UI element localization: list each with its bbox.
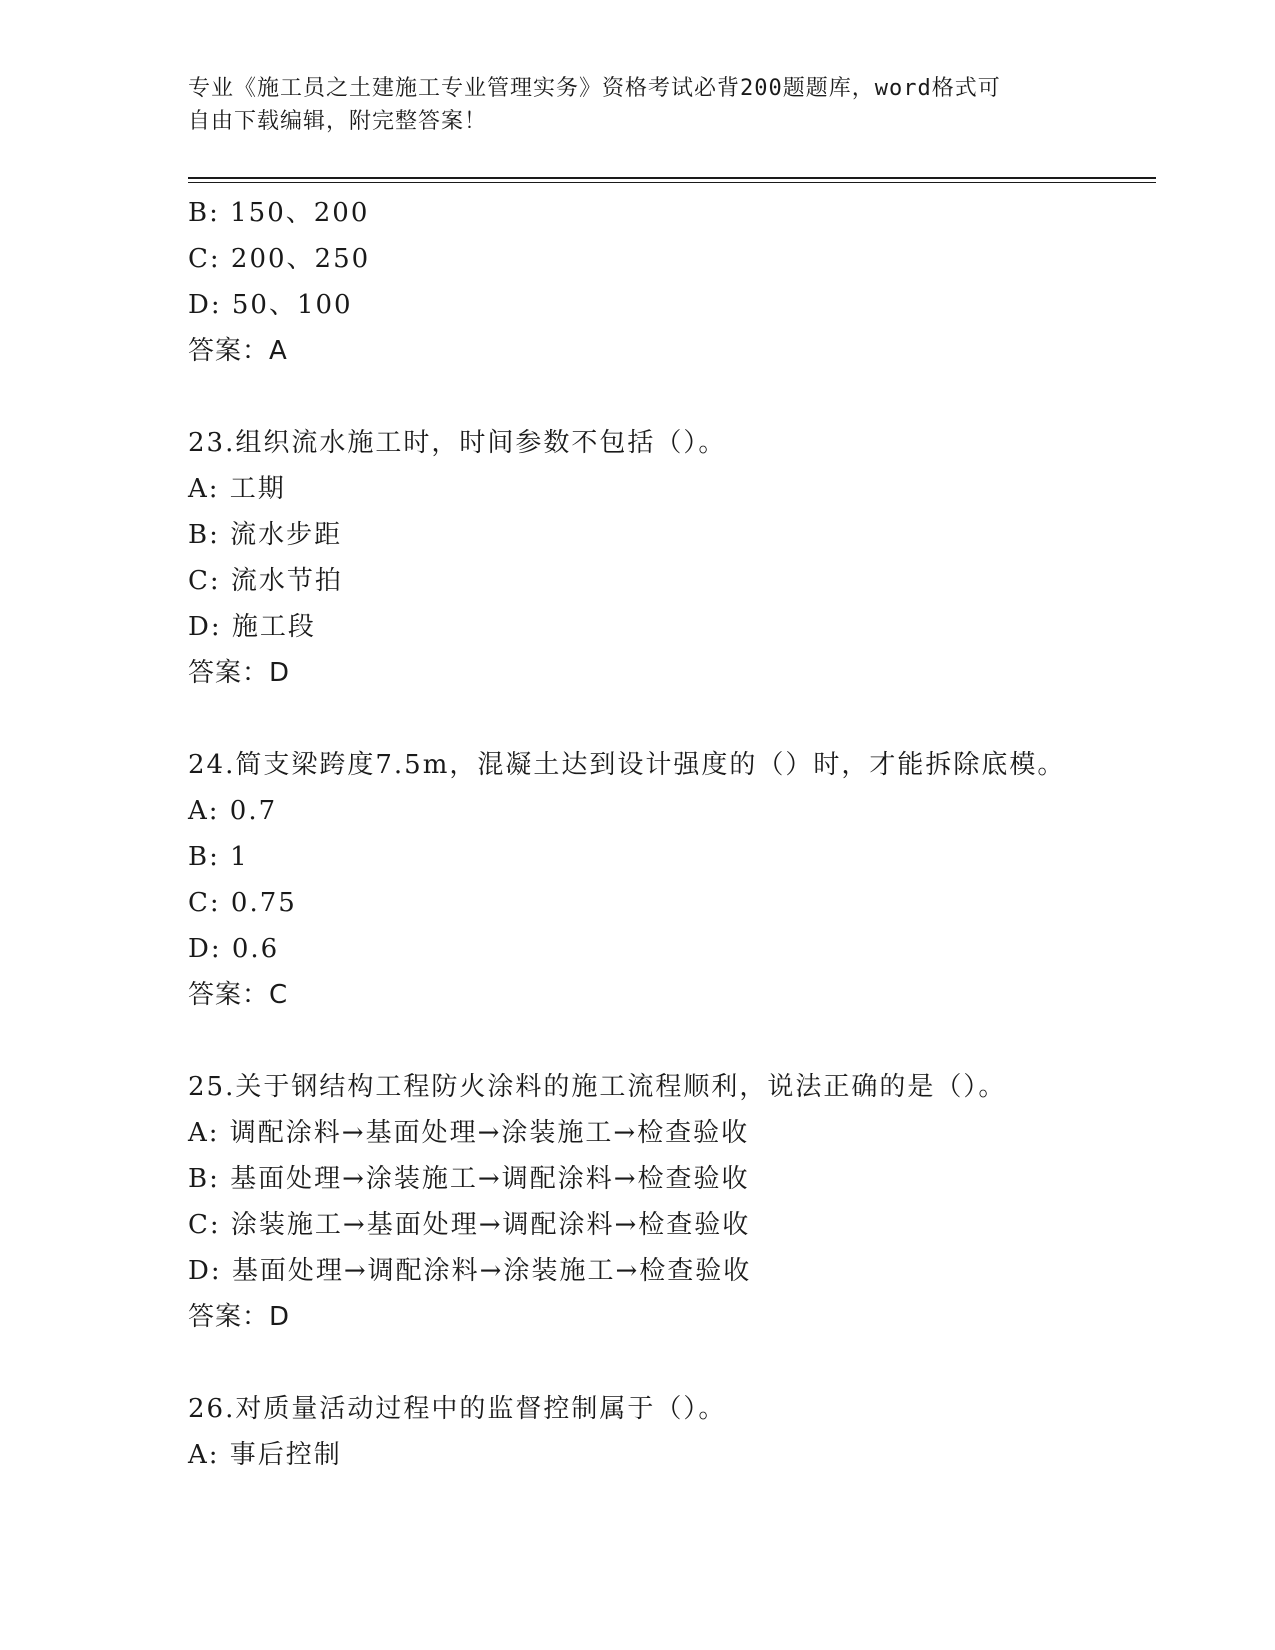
option-a: A: 工期 [188,474,286,504]
header-divider-thick [188,177,1156,179]
option-b: B: 基面处理→涂装施工→调配涂料→检查验收 [188,1164,750,1194]
header-divider-thin [188,182,1156,183]
option-d: D: 0.6 [188,934,280,964]
spacer [188,374,1156,420]
option-d: D: 基面处理→调配涂料→涂装施工→检查验收 [188,1256,752,1286]
option-c: C: 涂装施工→基面处理→调配涂料→检查验收 [188,1210,751,1240]
option-a: A: 调配涂料→基面处理→涂装施工→检查验收 [188,1118,750,1148]
option-a: A: 0.7 [188,796,278,826]
question-block-23 [188,420,1156,696]
spacer [188,696,1156,742]
document-header [188,72,1068,138]
option-c: C: 流水节拍 [188,566,343,596]
header-title-line-1: 专业《施工员之土建施工专业管理实务》资格考试必背200题题库，word格式可 [188,76,1001,101]
question-stem: 26.对质量活动过程中的监督控制属于（）。 [188,1394,727,1424]
question-block-26 [188,1386,1156,1478]
question-stem: 25.关于钢结构工程防火涂料的施工流程顺利，说法正确的是（）。 [188,1072,1007,1102]
answer-line: 答案：C [188,980,289,1010]
option-b: B: 1 [188,842,249,872]
question-block-24 [188,742,1156,1018]
option-a: A: 事后控制 [188,1440,342,1470]
option-d: D: 施工段 [188,612,316,642]
option-c: C: 200、250 [188,244,371,274]
answer-line: 答案：D [188,1302,291,1332]
header-title-line-2: 自由下载编辑，附完整答案！ [188,109,488,134]
option-c: C: 0.75 [188,888,297,918]
option-b: B: 150、200 [188,198,370,228]
question-block-25 [188,1064,1156,1340]
question-block-22-partial [188,190,1156,374]
answer-line: 答案：D [188,658,291,688]
spacer [188,1340,1156,1386]
spacer [188,1018,1156,1064]
question-list [188,190,1156,1478]
answer-line: 答案：A [188,336,288,366]
option-d: D: 50、100 [188,290,353,320]
option-b: B: 流水步距 [188,520,343,550]
question-stem: 24.简支梁跨度7.5m，混凝土达到设计强度的（）时，才能拆除底模。 [188,750,1066,780]
question-stem: 23.组织流水施工时，时间参数不包括（）。 [188,428,727,458]
